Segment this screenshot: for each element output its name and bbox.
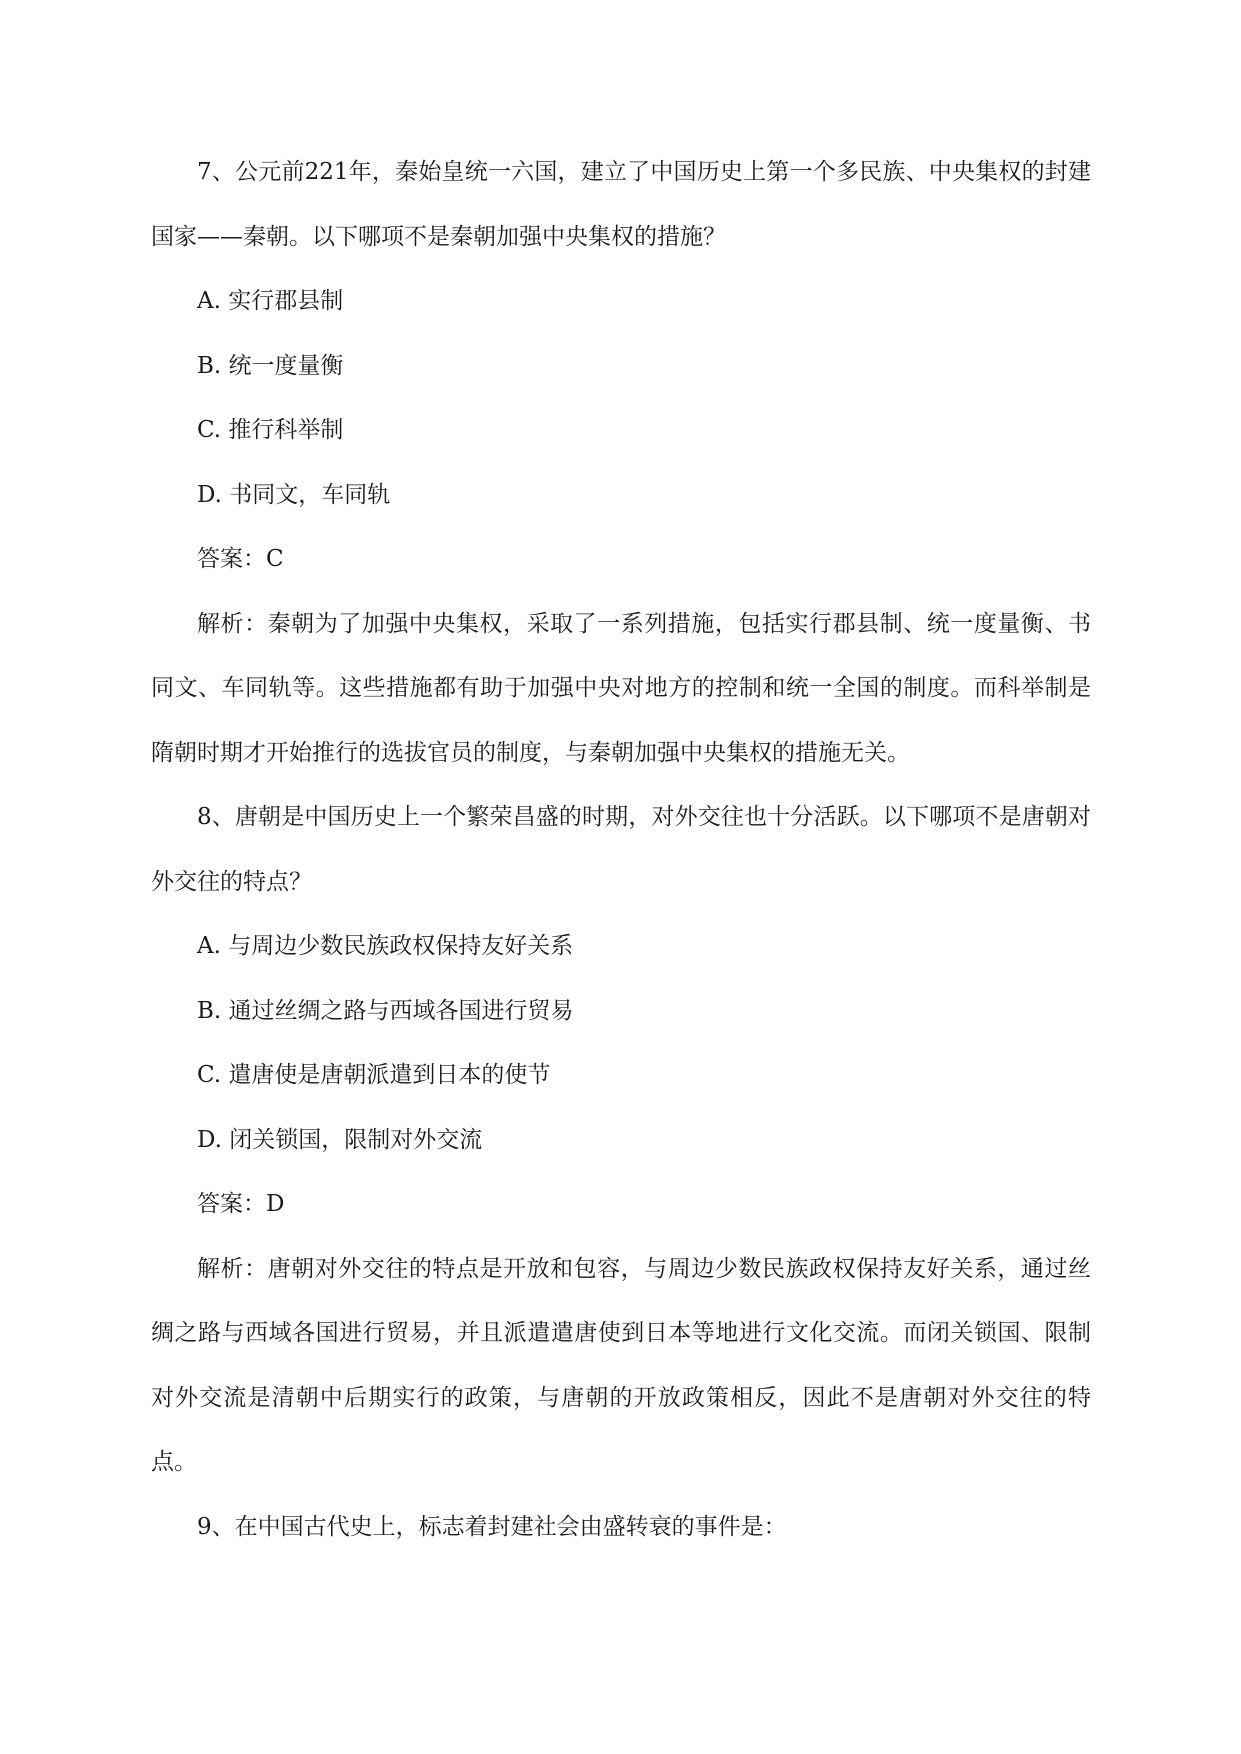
question-8-option-b: B. 通过丝绸之路与西域各国进行贸易 [197, 997, 574, 1024]
question-7-option-d: D. 书同文，车同轨 [197, 481, 391, 508]
question-7-option-b: B. 统一度量衡 [197, 352, 344, 379]
question-7-analysis: 解析：秦朝为了加强中央集权，采取了一系列措施，包括实行郡县制、统一度量衡、书同文、车同轨等。这些措施都有助于加强中央对地方的控制和统一全国的制度。而科举制是隋朝时期才开始推行的选拔官员的制度，与秦朝加强中央集权的措施无关。 [151, 610, 1091, 766]
question-8-stem: 8、唐朝是中国历史上一个繁荣昌盛的时期，对外交往也十分活跃。以下哪项不是唐朝对外交往的特点？ [151, 804, 1091, 895]
question-7-option-c: C. 推行科举制 [197, 417, 344, 443]
question-7-answer: 答案：C [197, 546, 284, 572]
question-8-option-a: A. 与周边少数民族政权保持友好关系 [197, 933, 574, 959]
question-7-option-a: A. 实行郡县制 [197, 288, 344, 314]
question-8-option-c: C. 遣唐使是唐朝派遣到日本的使节 [197, 1062, 551, 1088]
question-8-analysis: 解析：唐朝对外交往的特点是开放和包容，与周边少数民族政权保持友好关系，通过丝绸之路与西域各国进行贸易，并且派遣遣唐使到日本等地进行文化交流。而闭关锁国、限制对外交流是清朝中后期实行的政策，与唐朝的开放政策相反，因此不是唐朝对外交往的特点。 [151, 1255, 1091, 1475]
question-8-option-d: D. 闭关锁国，限制对外交流 [197, 1126, 483, 1153]
question-7-stem: 7、公元前221年，秦始皇统一六国，建立了中国历史上第一个多民族、中央集权的封建国家——秦朝。以下哪项不是秦朝加强中央集权的措施？ [151, 159, 1091, 250]
question-8-answer: 答案：D [197, 1191, 285, 1217]
question-9-stem: 9、在中国古代史上，标志着封建社会由盛转衰的事件是： [197, 1513, 787, 1540]
document-body [151, 140, 1091, 1559]
